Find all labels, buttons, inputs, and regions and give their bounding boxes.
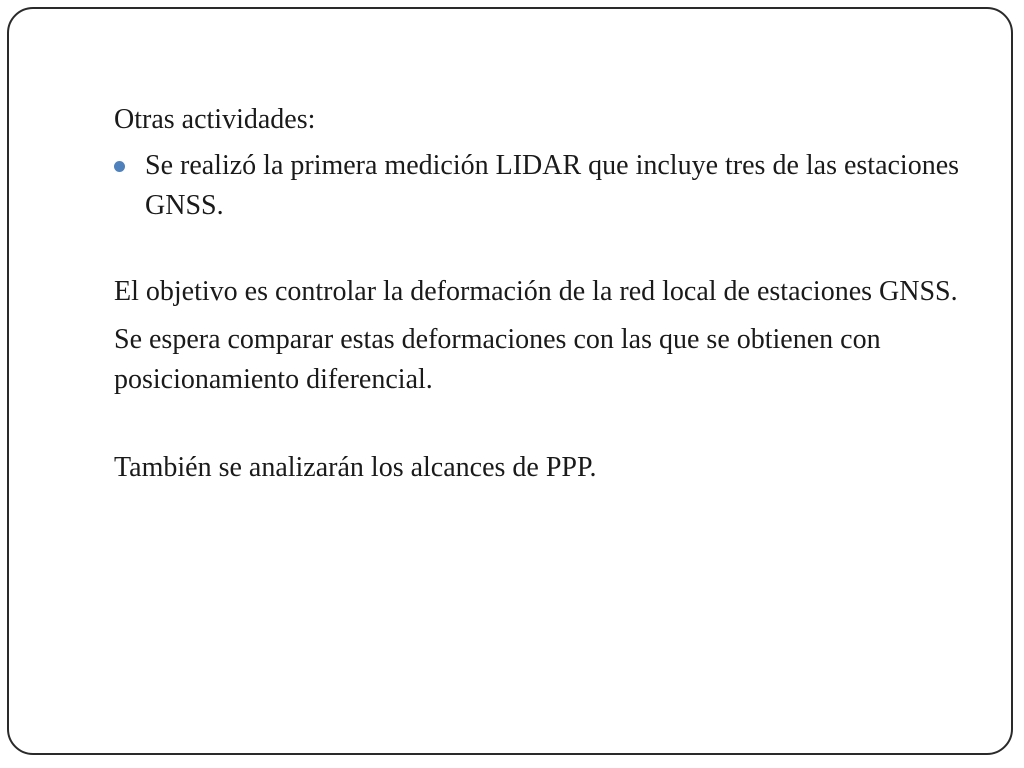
bullet-item bbox=[114, 146, 964, 226]
paragraph-comparison: Se espera comparar estas deformaciones con las que se obtienen con posicionamiento diferencial. bbox=[114, 324, 881, 395]
paragraph-objective: El objetivo es controlar la deformación de la red local de estaciones GNSS. bbox=[114, 276, 958, 307]
bullet-dot-icon bbox=[114, 161, 125, 172]
paragraph-ppp: También se analizarán los alcances de PPP. bbox=[114, 452, 597, 483]
intro-text: Otras actividades: bbox=[114, 104, 316, 135]
slide-content bbox=[114, 100, 964, 488]
bullet-text: Se realizó la primera medición LIDAR que incluye tres de las estaciones GNSS. bbox=[145, 150, 960, 221]
